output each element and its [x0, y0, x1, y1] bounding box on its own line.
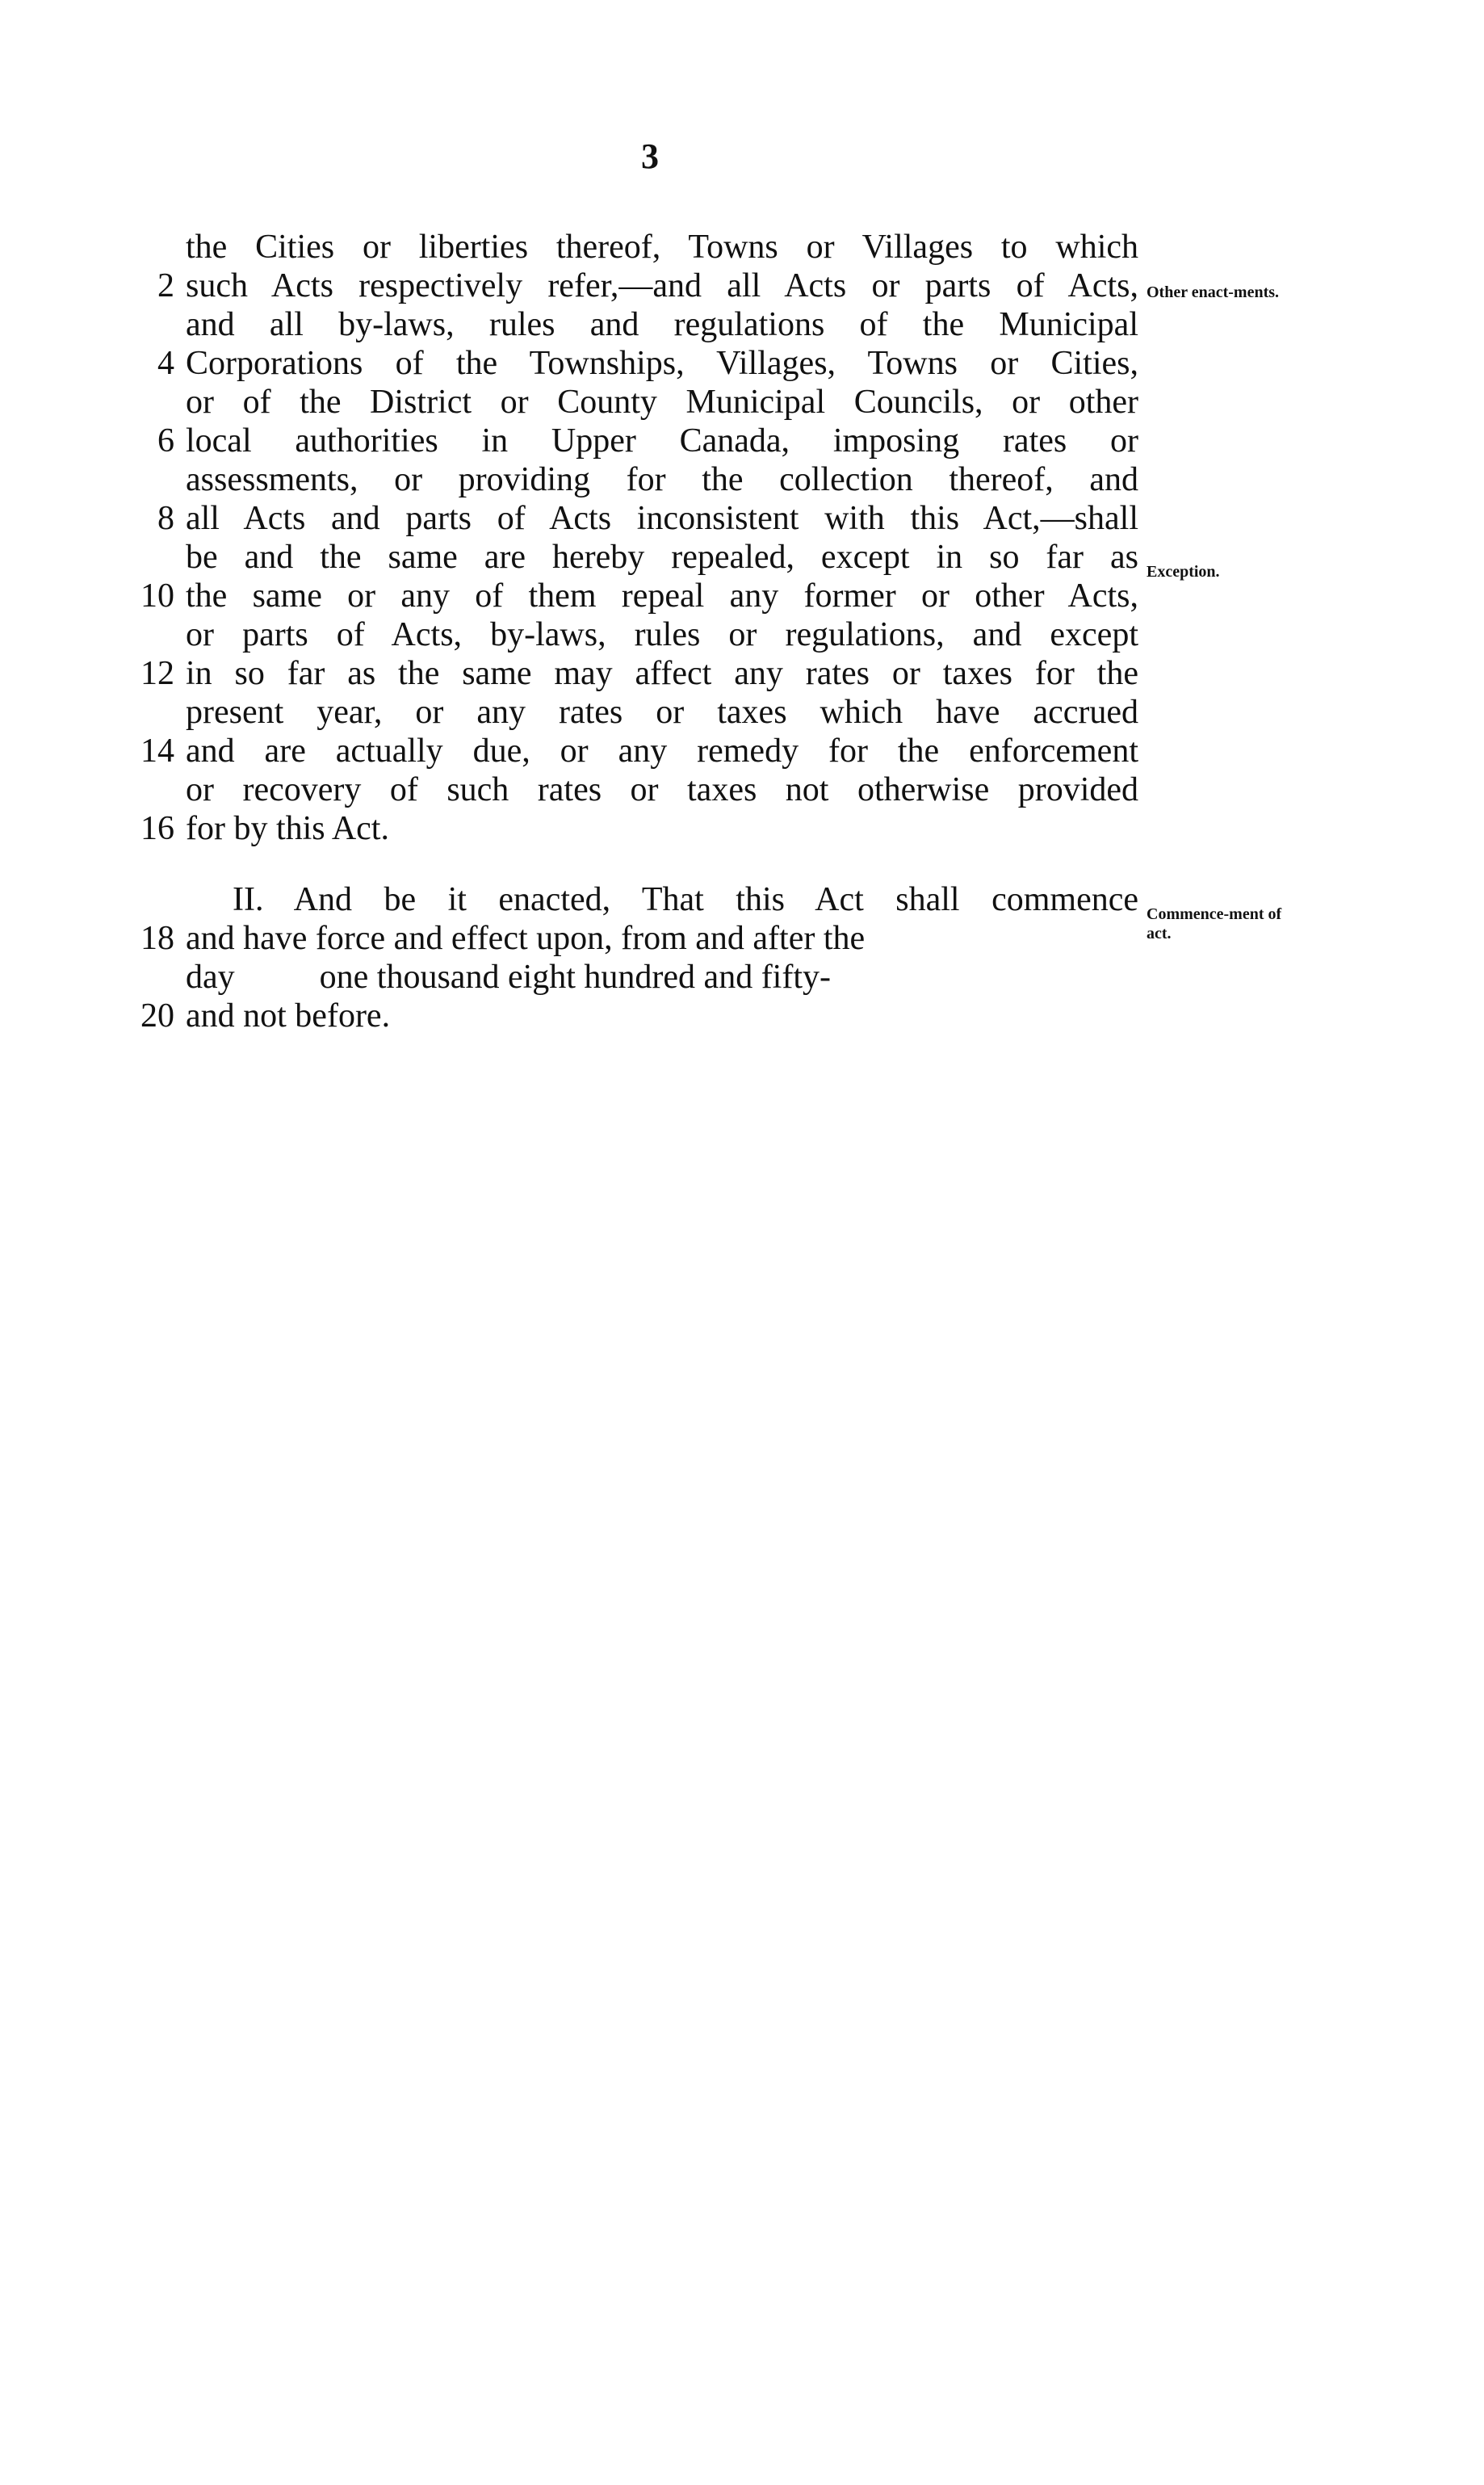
- line-text: for by this Act.: [186, 810, 389, 847]
- line-number: 10: [140, 577, 174, 615]
- statute-text: [129, 228, 1138, 1035]
- line-text: present year, or any rates or taxes which have accrued: [186, 694, 1138, 731]
- line-text: the Cities or liberties thereof, Towns or Villages to which: [186, 229, 1138, 266]
- line-text: and have force and effect upon, from and after the: [186, 920, 866, 957]
- line-number: 2: [157, 267, 174, 304]
- text-line: [129, 693, 1138, 732]
- text-line: [129, 958, 1138, 997]
- text-line: [129, 422, 1138, 460]
- text-line: [129, 344, 1138, 383]
- text-line: [129, 305, 1138, 344]
- text-line: [129, 809, 1138, 848]
- text-line: [129, 228, 1138, 267]
- line-text: all Acts and parts of Acts inconsistent with this Act,—shall: [186, 500, 1138, 537]
- line-text: such Acts respectively refer,—and all Acts or parts of Acts,: [186, 267, 1138, 304]
- line-text: II. And be it enacted, That this Act shall commence: [233, 881, 1138, 918]
- line-number: 4: [157, 345, 174, 382]
- text-line: [129, 997, 1138, 1035]
- line-number: 18: [140, 920, 174, 957]
- text-line: [129, 499, 1138, 538]
- page-number: 3: [641, 136, 659, 176]
- line-text: in so far as the same may affect any rates or taxes for the: [186, 655, 1138, 692]
- line-text: or recovery of such rates or taxes not otherwise provided: [186, 771, 1138, 808]
- text-line: [129, 577, 1138, 615]
- text-line: [129, 383, 1138, 422]
- line-text: or of the District or County Municipal Councils, or other: [186, 384, 1138, 421]
- line-text: and not before.: [186, 997, 391, 1035]
- line-text: and all by-laws, rules and regulations of the Municipal: [186, 306, 1138, 343]
- sidenote-other-enactments: Other enact-ments.: [1147, 283, 1280, 301]
- line-text: and are actually due, or any remedy for the enforcement: [186, 732, 1138, 770]
- line-text: be and the same are hereby repealed, except in so far as: [186, 539, 1138, 576]
- text-line: [129, 267, 1138, 305]
- text-line: [129, 460, 1138, 499]
- text-line: [129, 538, 1138, 577]
- line-number: 8: [157, 500, 174, 537]
- line-text: day one thousand eight hundred and fifty-: [186, 959, 831, 996]
- line-text: assessments, or providing for the collection thereof, and: [186, 461, 1138, 498]
- text-line: [129, 770, 1138, 809]
- line-number: 16: [140, 810, 174, 847]
- text-line: [129, 919, 1138, 958]
- line-number: 20: [140, 997, 174, 1035]
- sidenote-commencement: Commence-ment of act.: [1147, 905, 1282, 942]
- line-text: Corporations of the Townships, Villages, Towns or Cities,: [186, 345, 1138, 382]
- text-line: [129, 615, 1138, 654]
- line-number: 12: [140, 655, 174, 692]
- line-text: the same or any of them repeal any former or other Acts,: [186, 577, 1138, 615]
- text-line: [129, 732, 1138, 770]
- line-number: 14: [140, 732, 174, 770]
- text-line: [129, 880, 1138, 919]
- line-text: or parts of Acts, by-laws, rules or regulations, and except: [186, 616, 1138, 653]
- line-number: 6: [157, 422, 174, 460]
- sidenote-exception: Exception.: [1147, 563, 1220, 581]
- line-text: local authorities in Upper Canada, imposing rates or: [186, 422, 1138, 460]
- text-line: [129, 654, 1138, 693]
